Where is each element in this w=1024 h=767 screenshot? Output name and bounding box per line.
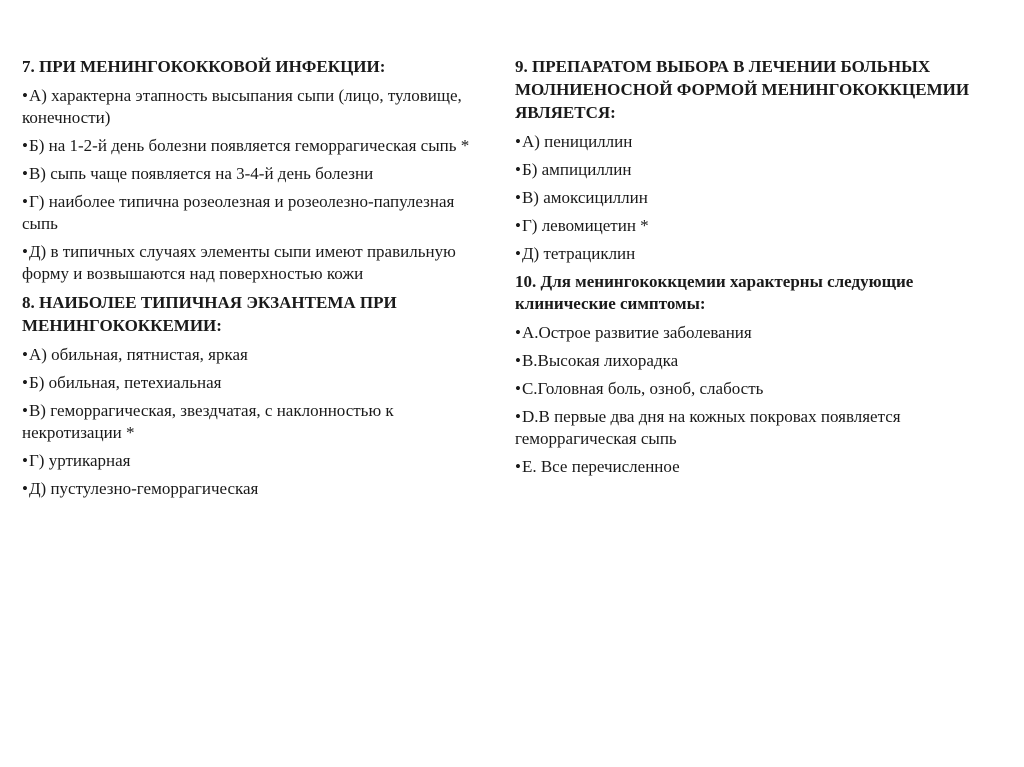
answer-option: • Г) наиболее типична розеолезная и розеолезно-папулезная сыпь bbox=[22, 191, 492, 235]
answer-option: • B.Высокая лихорадка bbox=[515, 350, 995, 372]
answer-option: • В) сыпь чаще появляется на 3-4-й день болезни bbox=[22, 163, 492, 185]
answer-option: • Б) на 1-2-й день болезни появляется геморрагическая сыпь * bbox=[22, 135, 492, 157]
question-9 bbox=[515, 55, 995, 265]
answer-option: • C.Головная боль, озноб, слабость bbox=[515, 378, 995, 400]
question-7 bbox=[22, 55, 492, 285]
answer-option: • E. Все перечисленное bbox=[515, 456, 995, 478]
answer-option: • А) характерна этапность высыпания сыпи (лицо, туловище, конечности) bbox=[22, 85, 492, 129]
answer-option: • Г) уртикарная bbox=[22, 450, 492, 472]
answer-option: • Д) тетрациклин bbox=[515, 243, 995, 265]
answer-option: • А) пенициллин bbox=[515, 131, 995, 153]
right-column bbox=[515, 55, 995, 484]
question-8 bbox=[22, 291, 492, 500]
left-column bbox=[22, 55, 492, 506]
answer-option: • А) обильная, пятнистая, яркая bbox=[22, 344, 492, 366]
answer-option: • Г) левомицетин * bbox=[515, 215, 995, 237]
answer-option: • Б) ампициллин bbox=[515, 159, 995, 181]
question-title: 9. ПРЕПАРАТОМ ВЫБОРА В ЛЕЧЕНИИ БОЛЬНЫХ МОЛНИЕНОСНОЙ ФОРМОЙ МЕНИНГОКОККЦЕМИИ ЯВЛЯЕТСЯ: bbox=[515, 57, 970, 122]
answer-option: • A.Острое развитие заболевания bbox=[515, 322, 995, 344]
question-10 bbox=[515, 271, 995, 478]
answer-option: • Б) обильная, петехиальная bbox=[22, 372, 492, 394]
answer-option: • D.В первые два дня на кожных покровах появляется геморрагическая сыпь bbox=[515, 406, 995, 450]
answer-option: • Д) в типичных случаях элементы сыпи имеют правильную форму и возвышаются над поверхностью кожи bbox=[22, 241, 492, 285]
question-title: 10. Для менингококкцемии характерны следующие клинические симптомы: bbox=[515, 272, 914, 313]
answer-option: • В) амоксициллин bbox=[515, 187, 995, 209]
question-title: 8. НАИБОЛЕЕ ТИПИЧНАЯ ЭКЗАНТЕМА ПРИ МЕНИНГОКОККЕМИИ: bbox=[22, 293, 397, 335]
question-title: 7. ПРИ МЕНИНГОКОККОВОЙ ИНФЕКЦИИ: bbox=[22, 57, 386, 76]
answer-option: • В) геморрагическая, звездчатая, с наклонностью к некротизации * bbox=[22, 400, 492, 444]
answer-option: • Д) пустулезно-геморрагическая bbox=[22, 478, 492, 500]
